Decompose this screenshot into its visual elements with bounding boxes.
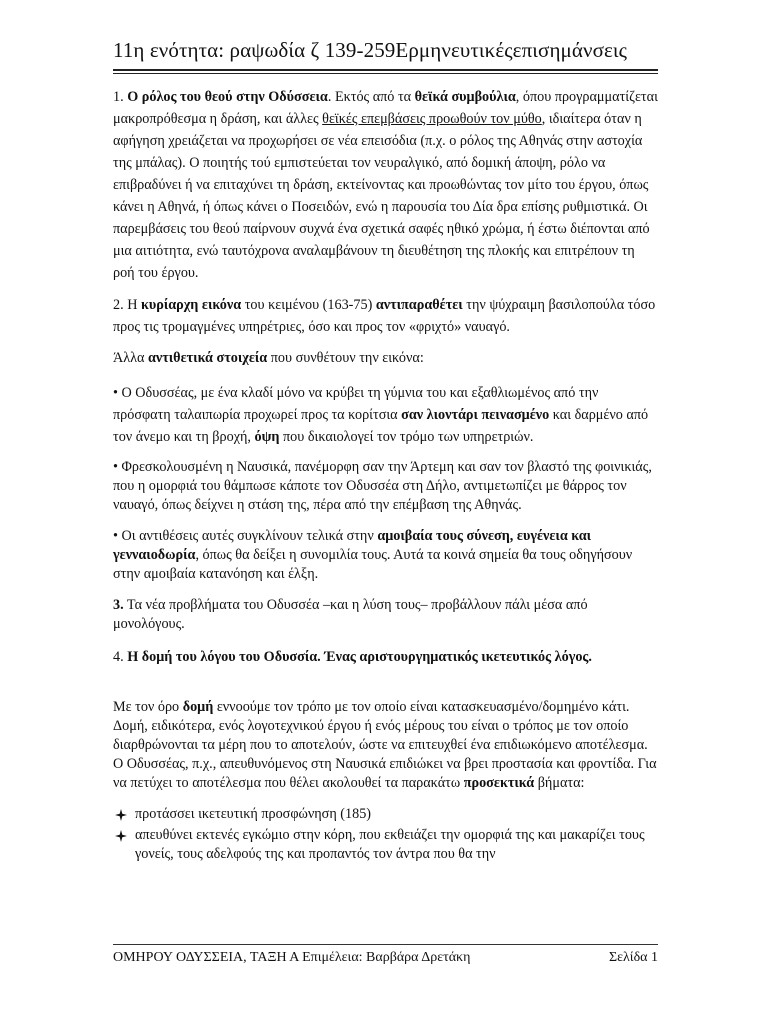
diamond-bullet-icon [115, 809, 127, 821]
list-item: απευθύνει εκτενές εγκώμιο στην κόρη, που εκθειάζει την ομορφιά της και μακαρίζει τους γονείς, τους αδελφούς της και προπαντός τον άντρα που θα την [113, 826, 658, 864]
paragraph-structure: Με τον όρο δομή εννοούμε τον τρόπο με τον οποίο είναι κατασκευασμένο/δομημένο κάτι. Δομή, ειδικότερα, ενός λογοτεχνικού έργου ή ενός μέρους του είναι ο τρόπος με τον οποίο διαρθρώνονται τα μέρη που το αποτελούν, ώστε να επιτευχθεί ένα επιδιωκόμενο αποτέλεσμα. Ο Οδυσσέας, π.χ., απευθυνόμενος στη Ναυσικά επιδιώκει να βρει προστασία και φροντίδα. Για να πετύχει το αποτέλεσμα που θέλει ακολουθεί τα παρακάτω προσεκτικά βήματα: [113, 699, 657, 791]
bullet-odysseus: • Ο Οδυσσέας, με ένα κλαδί μόνο να κρύβει τη γύμνια του και εξαθλιωμένος από την πρόσφατη ταλαιπωρία προχωρεί προς τα κορίτσια σαν λιοντάρι πεινασμένο και δαρμένο από τον άνεμο και τη βροχή, όψη που δικαιολογεί τον τρόμο των υπηρετριών. [113, 385, 649, 445]
footer-credits: ΟΜΗΡΟΥ ΟΔΥΣΣΕΙΑ, ΤΑΞΗ Α Επιμέλεια: Βαρβάρα Δρετάκη [113, 950, 471, 965]
paragraph-2: 2. Η κυρίαρχη εικόνα του κειμένου (163-75) αντιπαραθέτει την ψύχραιμη βασιλοπούλα τόσο προς τις τρομαγμένες υπηρέτριες, όσο και προς τον «φριχτό» ναυαγό. [113, 297, 656, 335]
page-content [113, 86, 658, 866]
footer-rule [113, 944, 658, 945]
paragraph-1: 1. Ο ρόλος του θεού στην Οδύσσεια. Εκτός από τα θεϊκά συμβούλια, όπου προγραμματίζεται μακροπρόθεσμα η δράση, και άλλες θεϊκές επεμβάσεις προωθούν τον μύθο, ιδιαίτερα όταν η αφήγηση χρειάζεται να προχωρήσει σε νέα επεισόδια (π.χ. ο ρόλος της Αθηνάς στην αστοχία της μπάλας). Ο ποιητής τού εμπιστεύεται τον νευραλγικό, από δομική άποψη, ρόλο να επιβραδύνει ή να επιταχύνει τη δράση, εκτείνοντας και προωθώντας τον μίτο του έργου, όπως κάνει η Αθηνά, ή όπως κάνει ο Ποσειδών, ενώ η παρουσία του Δία δρα επίσης ρυθμιστικά. Οι παρεμβάσεις του θεού παίρνουν συχνά ένα σχετικά σαφές ηθικό χρώμα, ή έστω διέπονται από μια αιτιότητα, ενώ ταυτόχρονα αναλαμβάνουν τη διευθέτηση της πλοκής και επιτρέπουν τη ροή του έργου. [113, 89, 658, 281]
bullet-convergence: • Οι αντιθέσεις αυτές συγκλίνουν τελικά στην αμοιβαία τους σύνεση, ευγένεια και γενναιοδωρία, όπως θα δείξει η συνομιλία τους. Αυτά τα κοινά σημεία θα τους οδηγήσουν στην αμοιβαία κατανόηση και έλξη. [113, 528, 633, 582]
paragraph-3: 3. Τα νέα προβλήματα του Οδυσσέα –και η λύση τους– προβάλλουν πάλι μέσα από μονολόγους. [113, 597, 588, 632]
header-rule-top [113, 69, 658, 71]
underlined-phrase: θεϊκές επεμβάσεις προωθούν τον μύθο [322, 111, 542, 127]
header-rule-bottom [113, 73, 658, 74]
list-item: προτάσσει ικετευτική προσφώνηση (185) [113, 805, 658, 824]
page-number: Σελίδα 1 [608, 950, 658, 965]
page-header-title: 11η ενότητα: ραψωδία ζ 139-259Ερμηνευτικέςεπισημάνσεις [113, 38, 628, 62]
bullet-nausicaa: • Φρεσκολουσμένη η Ναυσικά, πανέμορφη σαν την Άρτεμη και σαν τον βλαστό της φοινικιάς, που η ομορφιά του θάμπωσε κάποτε τον Οδυσσέα στη Δήλο, αντιμετωπίζει με θάρρος τον ναυαγό, όπως δείχνει η στάση της, πέρα από την επέμβαση της Αθηνάς. [113, 459, 652, 513]
steps-list [113, 805, 658, 864]
paragraph-contrasts-intro: Άλλα αντιθετικά στοιχεία που συνθέτουν την εικόνα: [113, 350, 424, 366]
heading-role-of-god: Ο ρόλος του θεού στην Οδύσσεια [127, 89, 328, 105]
page-footer [113, 950, 658, 966]
diamond-bullet-icon [115, 830, 127, 842]
paragraph-4-heading: 4. Η δομή του λόγου του Οδυσσία. Ένας αριστουργηματικός ικετευτικός λόγος. [113, 649, 592, 665]
